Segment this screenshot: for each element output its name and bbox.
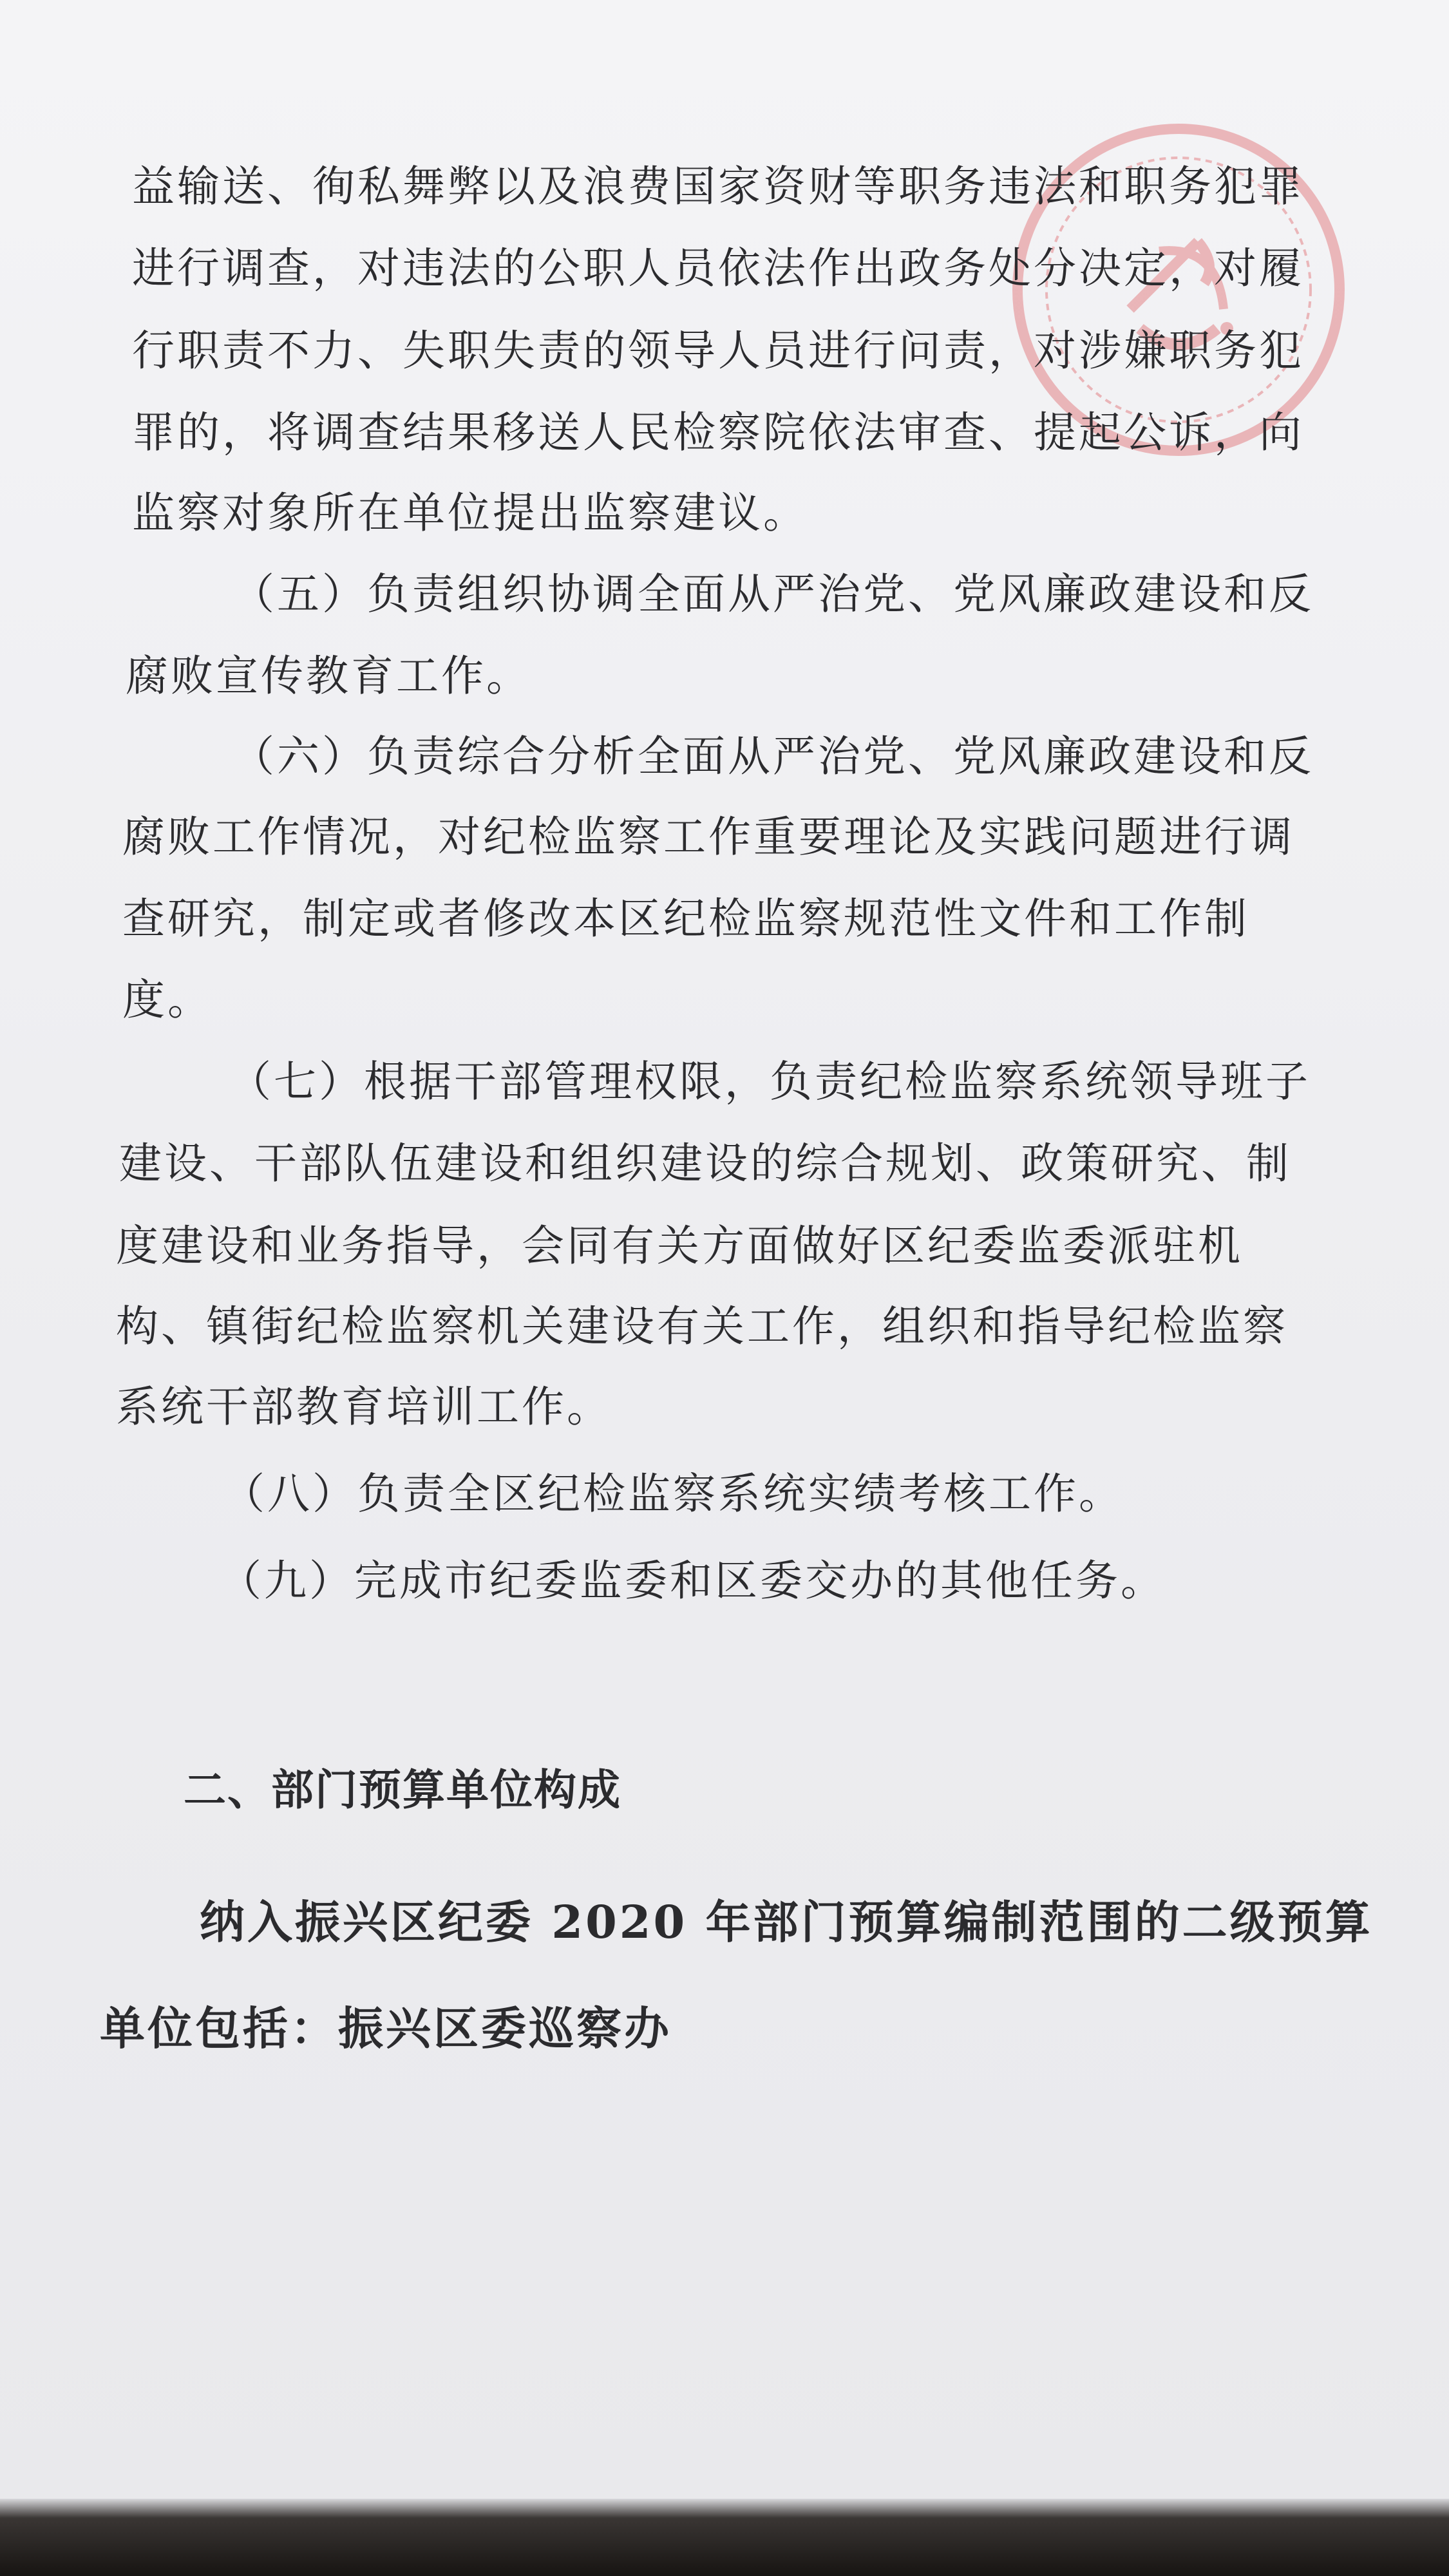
body-line: 腐败工作情况，对纪检监察工作重要理论及实践问题进行调 [122, 812, 1294, 862]
body-line: 监察对象所在单位提出监察建议。 [132, 488, 808, 538]
body-line: 罪的，将调查结果移送人民检察院依法审查、提起公诉，向 [132, 408, 1304, 457]
body-line: 构、镇街纪检监察机关建设有关工作，组织和指导纪检监察 [116, 1302, 1288, 1351]
clause-six: （六）负责综合分析全面从严治党、党风廉政建设和反 [232, 732, 1314, 781]
body-line: 度。 [122, 975, 213, 1025]
section-paragraph-line: 纳入振兴区纪委 2020 年部门预算编制范围的二级预算 [200, 1895, 1373, 1949]
body-line: 建设、干部队伍建设和组织建设的综合规划、政策研究、制 [119, 1139, 1291, 1188]
clause-five: （五）负责组织协调全面从严治党、党风廉政建设和反 [232, 569, 1314, 619]
clause-nine: （九）完成市纪委监委和区委交办的其他任务。 [219, 1556, 1166, 1605]
body-line: 益输送、徇私舞弊以及浪费国家资财等职务违法和职务犯罪 [132, 162, 1304, 211]
desk-background [0, 2499, 1449, 2576]
section-heading: 二、部门预算单位构成 [184, 1765, 621, 1815]
body-line: 腐败宣传教育工作。 [126, 651, 531, 701]
clause-seven: （七）根据干部管理权限，负责纪检监察系统领导班子 [229, 1057, 1311, 1106]
body-line: 度建设和业务指导，会同有关方面做好区纪委监委派驻机 [116, 1221, 1243, 1271]
body-line: 系统干部教育培训工作。 [116, 1382, 612, 1432]
body-line: 查研究，制定或者修改本区纪检监察规范性文件和工作制 [122, 894, 1249, 943]
body-line: 进行调查，对违法的公职人员依法作出政务处分决定，对履 [132, 243, 1304, 293]
clause-eight: （八）负责全区纪检监察系统实绩考核工作。 [222, 1469, 1124, 1519]
body-line: 行职责不力、失职失责的领导人员进行问责，对涉嫌职务犯 [132, 326, 1304, 375]
section-paragraph-line: 单位包括：振兴区委巡察办 [100, 2002, 672, 2055]
